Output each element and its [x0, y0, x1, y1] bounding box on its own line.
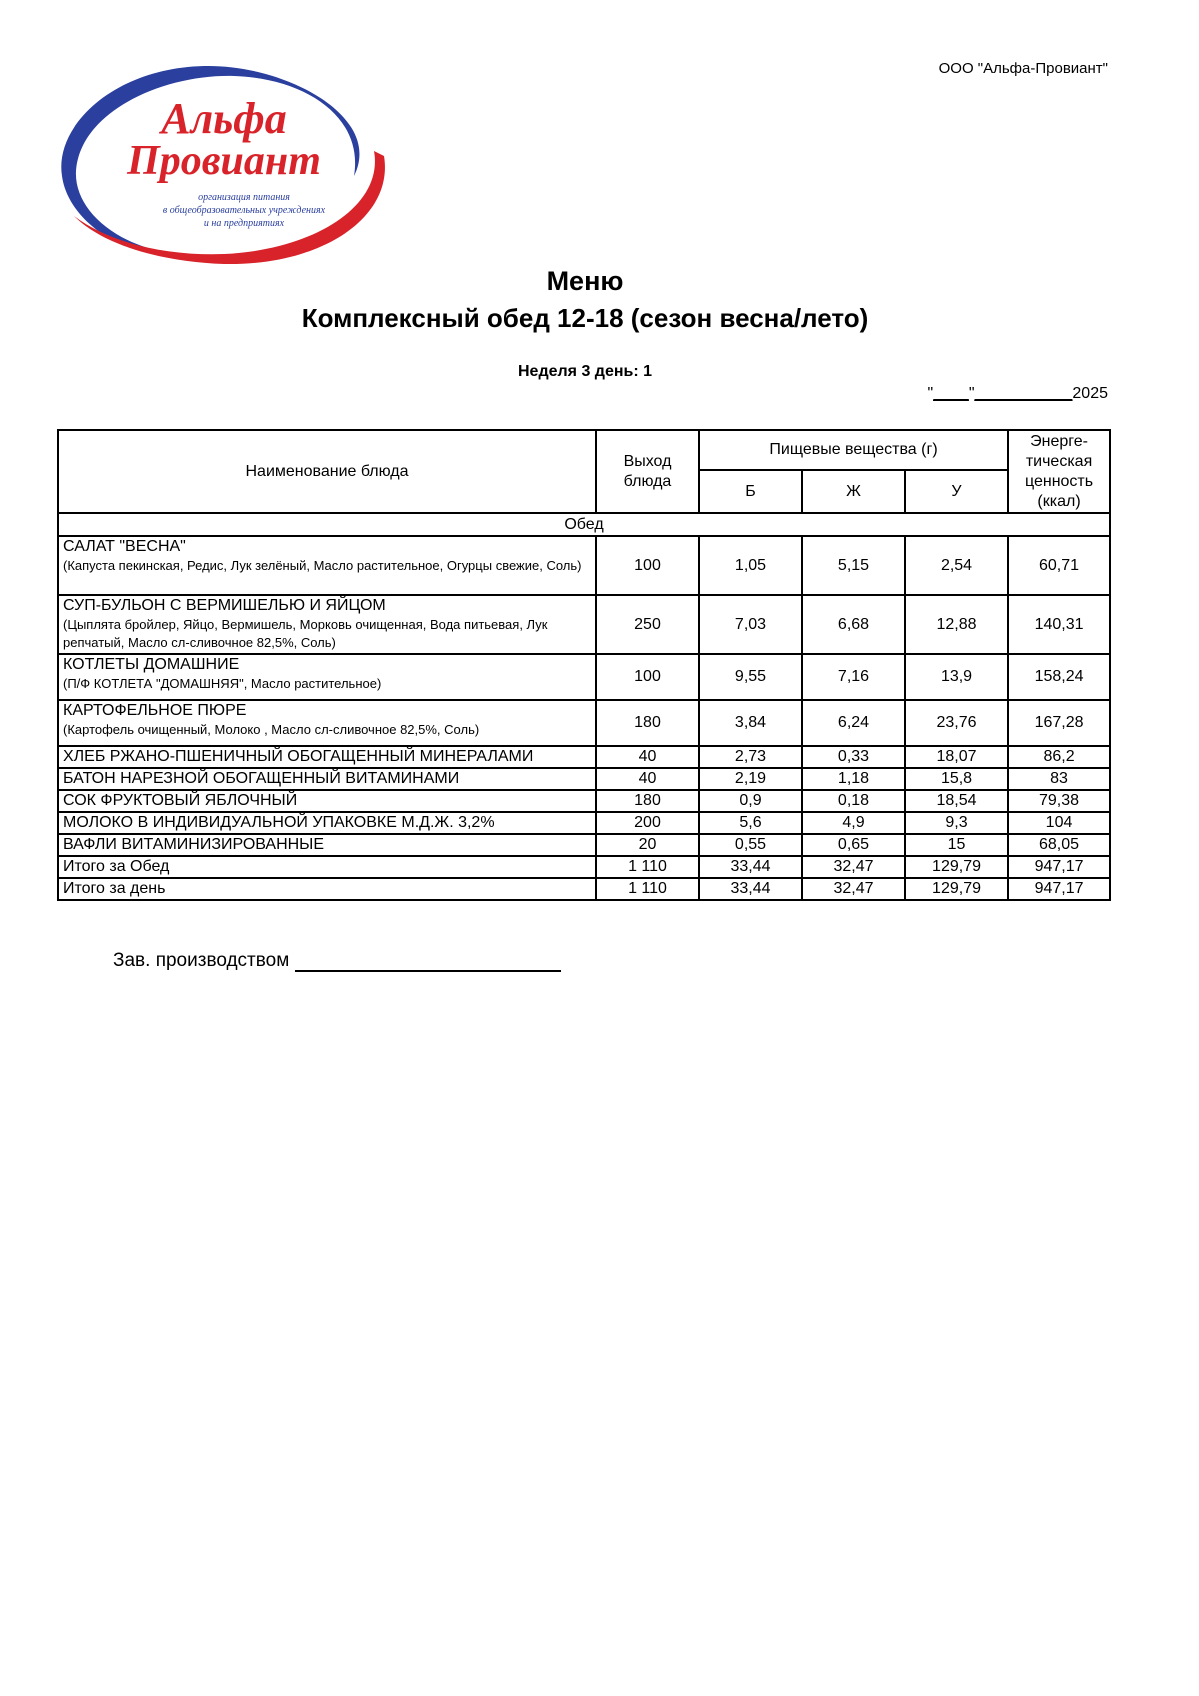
cell-out: 180: [596, 700, 699, 746]
cell-out: 40: [596, 746, 699, 768]
dish-name: ВАФЛИ ВИТАМИНИЗИРОВАННЫЕ: [63, 836, 325, 853]
cell-kcal: 104: [1008, 812, 1110, 834]
cell-b: 3,84: [699, 700, 802, 746]
dish-name: СУП-БУЛЬОН С ВЕРМИШЕЛЬЮ И ЯЙЦОМ: [63, 597, 386, 614]
date-year: 2025: [1072, 385, 1108, 402]
dish-cell: [58, 654, 596, 700]
cell-zh: 7,16: [802, 654, 905, 700]
dish-name: БАТОН НАРЕЗНОЙ ОБОГАЩЕННЫЙ ВИТАМИНАМИ: [63, 770, 460, 787]
cell-b: 5,6: [699, 812, 802, 834]
total-u: 129,79: [905, 856, 1008, 878]
cell-zh: 5,15: [802, 536, 905, 595]
cell-u: 18,07: [905, 746, 1008, 768]
dish-name: САЛАТ "ВЕСНА": [63, 538, 186, 555]
cell-kcal: 158,24: [1008, 654, 1110, 700]
dish-name: КОТЛЕТЫ ДОМАШНИЕ: [63, 656, 240, 673]
dish-name: СОК ФРУКТОВЫЙ ЯБЛОЧНЫЙ: [63, 792, 298, 809]
table-row: [58, 746, 1110, 768]
header-carbs: У: [905, 470, 1008, 513]
cell-b: 9,55: [699, 654, 802, 700]
dish-cell: [58, 812, 596, 834]
cell-out: 20: [596, 834, 699, 856]
company-name: ООО "Альфа-Провиант": [938, 60, 1108, 77]
week-day: Неделя 3 день: 1: [517, 363, 653, 380]
table-row: [58, 834, 1110, 856]
cell-u: 2,54: [905, 536, 1008, 595]
cell-out: 100: [596, 654, 699, 700]
table-row: [58, 790, 1110, 812]
total-b: 33,44: [699, 856, 802, 878]
logo-name-line1: Альфа: [161, 94, 287, 143]
dish-name: КАРТОФЕЛЬНОЕ ПЮРЕ: [63, 702, 247, 719]
dish-composition: (Картофель очищенный, Молоко , Масло сл-сливочное 82,5%, Соль): [63, 722, 480, 737]
cell-u: 12,88: [905, 595, 1008, 654]
header-dish-name: Наименование блюда: [58, 430, 596, 513]
page-subtitle: Комплексный обед 12-18 (сезон весна/лето): [301, 303, 869, 333]
table-row: [58, 654, 1110, 700]
total-kcal: 947,17: [1008, 878, 1110, 900]
cell-kcal: 86,2: [1008, 746, 1110, 768]
dish-composition: (П/Ф КОТЛЕТА "ДОМАШНЯЯ", Масло растительное): [63, 676, 382, 691]
section-lunch: Обед: [58, 513, 1110, 536]
table-row: [58, 700, 1110, 746]
cell-kcal: 167,28: [1008, 700, 1110, 746]
dish-name: МОЛОКО В ИНДИВИДУАЛЬНОЙ УПАКОВКЕ М.Д.Ж. 3,2%: [63, 814, 495, 831]
cell-b: 0,55: [699, 834, 802, 856]
cell-u: 13,9: [905, 654, 1008, 700]
date-day-blank: ____: [933, 385, 969, 402]
logo-tagline-1: организация питания: [198, 192, 290, 203]
total-out: 1 110: [596, 878, 699, 900]
dish-cell: [58, 700, 596, 746]
cell-u: 9,3: [905, 812, 1008, 834]
dish-cell: [58, 746, 596, 768]
total-b: 33,44: [699, 878, 802, 900]
dish-name: ХЛЕБ РЖАНО-ПШЕНИЧНЫЙ ОБОГАЩЕННЫЙ МИНЕРАЛАМИ: [63, 748, 534, 765]
total-row: [58, 856, 1110, 878]
table-header: [58, 430, 1110, 513]
cell-out: 100: [596, 536, 699, 595]
dish-composition: (Цыплята бройлер, Яйцо, Вермишель, Морковь очищенная, Вода питьевая, Лук репчатый, Масло сл-сливочное 82,5%, Соль): [63, 617, 548, 650]
date-quote-open: ": [927, 385, 934, 402]
cell-out: 200: [596, 812, 699, 834]
cell-out: 250: [596, 595, 699, 654]
company-logo: [54, 56, 390, 268]
header-energy: Энерге- тическая ценность (ккал): [1008, 430, 1110, 513]
cell-kcal: 83: [1008, 768, 1110, 790]
cell-b: 2,73: [699, 746, 802, 768]
header-output: Выход блюда: [596, 430, 699, 513]
cell-kcal: 68,05: [1008, 834, 1110, 856]
dish-cell: [58, 768, 596, 790]
footer-signature: [113, 950, 561, 972]
cell-u: 18,54: [905, 790, 1008, 812]
dish-cell: [58, 595, 596, 654]
cell-kcal: 60,71: [1008, 536, 1110, 595]
cell-zh: 0,65: [802, 834, 905, 856]
dish-cell: [58, 790, 596, 812]
signature-line: [295, 950, 561, 972]
date-quote-close: ": [968, 385, 975, 402]
logo-name-line2: Провиант: [127, 138, 321, 184]
date-line: [850, 385, 1108, 403]
logo-tagline-3: и на предприятиях: [203, 218, 285, 229]
table-row: [58, 768, 1110, 790]
total-zh: 32,47: [802, 856, 905, 878]
cell-u: 15: [905, 834, 1008, 856]
header-fat: Ж: [802, 470, 905, 513]
table-row: [58, 536, 1110, 595]
cell-u: 15,8: [905, 768, 1008, 790]
cell-b: 2,19: [699, 768, 802, 790]
cell-b: 7,03: [699, 595, 802, 654]
date-month-blank: ___________: [974, 385, 1073, 402]
page-title: Меню: [546, 266, 624, 296]
total-label: Итого за день: [58, 878, 596, 900]
cell-out: 40: [596, 768, 699, 790]
cell-zh: 6,68: [802, 595, 905, 654]
dish-cell: [58, 536, 596, 595]
signature-label: Зав. производством: [113, 950, 290, 971]
cell-zh: 4,9: [802, 812, 905, 834]
header-protein: Б: [699, 470, 802, 513]
cell-kcal: 79,38: [1008, 790, 1110, 812]
logo-tagline-2: в общеобразовательных учреждениях: [162, 205, 326, 216]
total-kcal: 947,17: [1008, 856, 1110, 878]
total-u: 129,79: [905, 878, 1008, 900]
total-zh: 32,47: [802, 878, 905, 900]
dish-composition: (Капуста пекинская, Редис, Лук зелёный, Масло растительное, Огурцы свежие, Соль): [63, 558, 582, 573]
cell-zh: 6,24: [802, 700, 905, 746]
total-row: [58, 878, 1110, 900]
cell-b: 0,9: [699, 790, 802, 812]
table-row: [58, 812, 1110, 834]
cell-zh: 0,33: [802, 746, 905, 768]
total-out: 1 110: [596, 856, 699, 878]
table-row: [58, 595, 1110, 654]
menu-table: [57, 429, 1111, 901]
cell-b: 1,05: [699, 536, 802, 595]
cell-zh: 1,18: [802, 768, 905, 790]
cell-kcal: 140,31: [1008, 595, 1110, 654]
header-nutrients: Пищевые вещества (г): [699, 430, 1008, 470]
dish-cell: [58, 834, 596, 856]
cell-out: 180: [596, 790, 699, 812]
total-label: Итого за Обед: [58, 856, 596, 878]
cell-u: 23,76: [905, 700, 1008, 746]
cell-zh: 0,18: [802, 790, 905, 812]
